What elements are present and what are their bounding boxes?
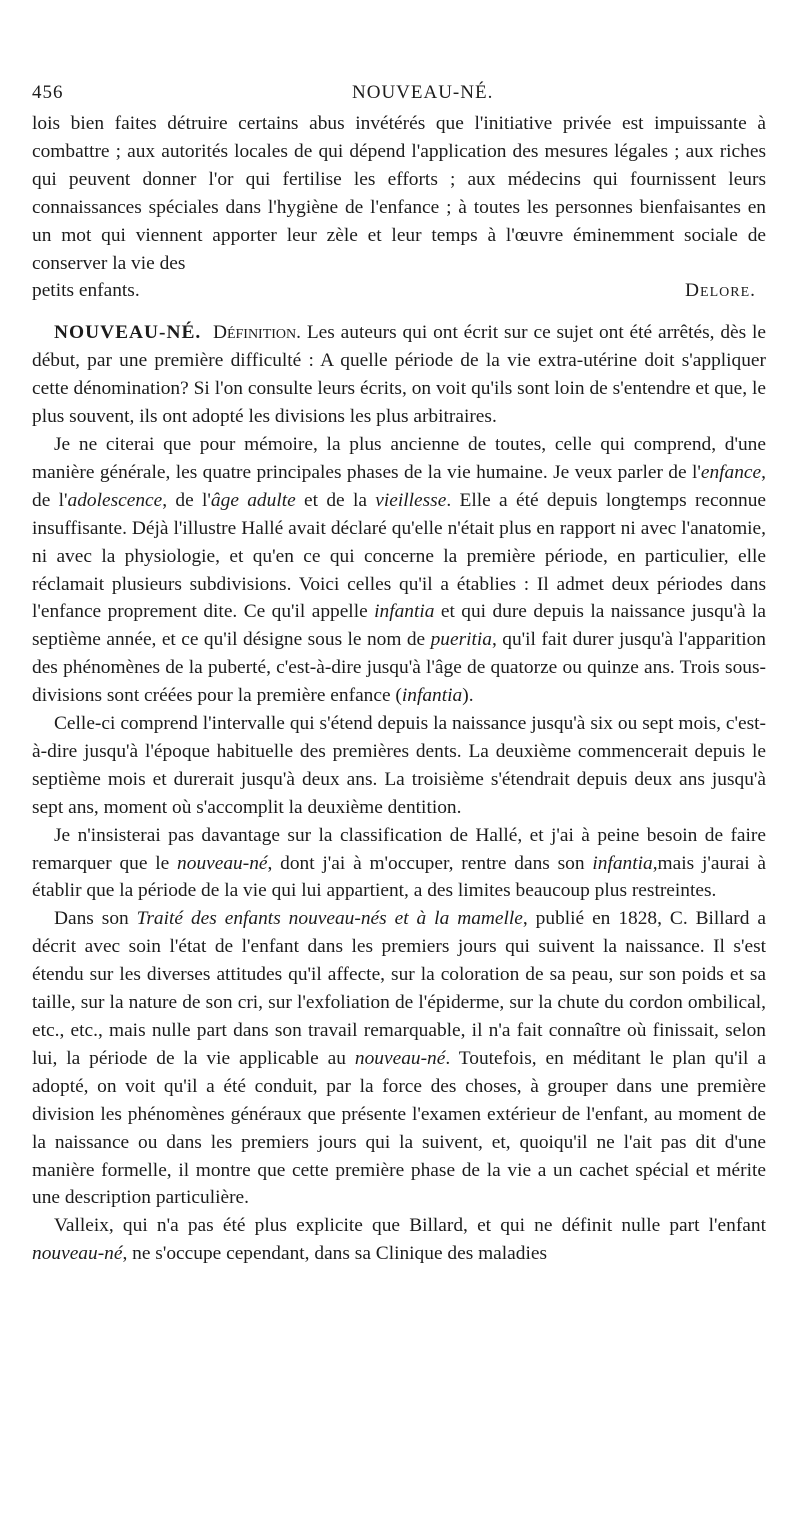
entry-paragraph-definition (32, 319, 766, 431)
previous-entry-paragraph: lois bien faites détruire certains abus invétérés que l'initiative privée est impuissante à combattre ; aux autorités locales de qui dépend l'application des mesures légales ; aux riches qui peuvent donner l'or qui fertilise les efforts ; aux médecins qui fournissent leurs connaissances spéciales dans l'hygiène de l'enfance ; à toutes les personnes bienfaisantes en un mot qui viennent apporter leur zèle et leur temps à l'œuvre éminemment sociale de conserver la vie des (32, 113, 766, 274)
page-header (32, 82, 766, 110)
text-run: , de l' (162, 489, 211, 511)
italic-term: adolescence (67, 489, 163, 511)
text-run: et qui dure depuis la naissance jusqu'à la septième année, et ce qu'il désigne sous le nom de (32, 601, 766, 651)
text-run: ). (462, 685, 474, 707)
text-run: Je ne citerai que pour mémoire, la plus ancienne de toutes, celle qui comprend, d'une manière générale, les quatre principales phases de la vie humaine. Je veux parler de l' (32, 433, 766, 483)
text-run: ,mais j'aurai à établir que la période de la vie qui lui appartient, a des limites beaucoup plus restreintes. (32, 852, 767, 902)
author-signature: Delore. (685, 280, 756, 302)
entry-paragraph-2 (32, 431, 766, 710)
italic-term: âge adulte (210, 489, 296, 511)
italic-term: pueritia (430, 629, 492, 651)
italic-term: infantia (374, 601, 435, 623)
paragraph-text: Les auteurs qui ont écrit sur ce sujet ont été arrêtés, dès le début, par une première difficulté : A quelle période de la vie extra-utérine doit s'appliquer cette dénomination? Si l'on consulte leurs écrits, on voit qu'ils sont loin de s'entendre et que, le plus souvent, ils ont adopté les divisions les plus arbitraires. (32, 322, 766, 428)
text-run: . Elle a été depuis longtemps reconnue insuffisante. Déjà l'illustre Hallé avait déclaré qu'elle n'était plus en rapport ni avec l'anatomie, ni avec la physiologie, et qu'en ce qui concerne la première période, en particulier, elle réclamait plusieurs subdivisions. Voici celles qu'il a établies : Il admet deux périodes dans l'enfance proprement dite. Ce qu'il appelle (32, 489, 766, 623)
section-label: Définition. (212, 322, 301, 344)
previous-entry-last-line: petits enfants. (32, 280, 140, 302)
text-run: , de l' (32, 461, 766, 511)
text-run: . Toutefois, en méditant le plan qu'il a adopté, on voit qu'il a été conduit, par la force des choses, à grouper dans une première division les phénomènes généraux que présente l'examen extérieur de l'enfant, au moment de la naissance ou dans les premiers jours qui la suivent, et, quoiqu'il ne l'ait pas dit d'une manière formelle, il montre que cette première phase de la vie a un cachet spécial et mérite une description particulière. (32, 1047, 766, 1209)
entry-paragraph-4 (32, 822, 766, 906)
text-run: Dans son (54, 908, 137, 930)
italic-term: infantia (401, 685, 463, 707)
entry-paragraph-6 (32, 1212, 766, 1268)
italic-term: enfance (700, 461, 762, 483)
text-run: , dont j'ai à m'occuper, rentre dans son (267, 852, 593, 874)
text-run: Je n'insisterai pas davantage sur la classification de Hallé, et j'ai à peine besoin de faire remarquer que le (32, 824, 766, 874)
italic-term: nouveau-né (354, 1047, 446, 1069)
italic-term: nouveau-né (177, 852, 268, 874)
italic-term: nouveau-né (32, 1243, 123, 1265)
entry-paragraph-5 (32, 905, 766, 1212)
previous-entry-ending (32, 277, 766, 305)
italic-term: infantia (592, 852, 653, 874)
document-page (32, 82, 766, 1268)
entry-paragraph-3: Celle-ci comprend l'intervalle qui s'étend depuis la naissance jusqu'à six ou sept mois, c'est-à-dire jusqu'à l'époque habituelle des premières dents. La deuxième commencerait depuis le septième mois et durerait jusqu'à deux ans. La troisième s'étendrait depuis deux ans jusqu'à sept ans, moment où s'accomplit la deuxième dentition. (32, 713, 766, 818)
italic-book-title: Traité des enfants nouveau-nés et à la mamelle (136, 908, 523, 930)
text-run: et de la (295, 489, 376, 511)
italic-term: vieillesse (375, 489, 447, 511)
entry-headword: NOUVEAU-NÉ. (54, 322, 202, 344)
text-run: , ne s'occupe cependant, dans sa Clinique des maladies (122, 1243, 548, 1265)
text-run: , qu'il fait durer jusqu'à l'apparition des phénomènes de la puberté, c'est-à-dire jusqu'à l'âge de quatorze ou quinze ans. Trois sous-divisions sont créées pour la première enfance ( (32, 629, 766, 707)
page-number: 456 (32, 82, 64, 103)
text-run: Valleix, qui n'a pas été plus explicite que Billard, et qui ne définit nulle part l'enfant (54, 1215, 766, 1237)
running-title: NOUVEAU-NÉ. (352, 82, 494, 103)
text-run: , publié en 1828, C. Billard a décrit avec soin l'état de l'enfant dans les premiers jours qui suivent la naissance. Il s'est étendu sur les diverses attitudes qu'il affecte, sur la coloration de sa peau, sur son poids et sa taille, sur la nature de son cri, sur l'exfoliation de l'épiderme, sur la chute du cordon ombilical, etc., etc., mais nulle part dans son travail remarquable, il n'a fait connaître où finissait, selon lui, la période de la vie applicable au (32, 908, 767, 1069)
